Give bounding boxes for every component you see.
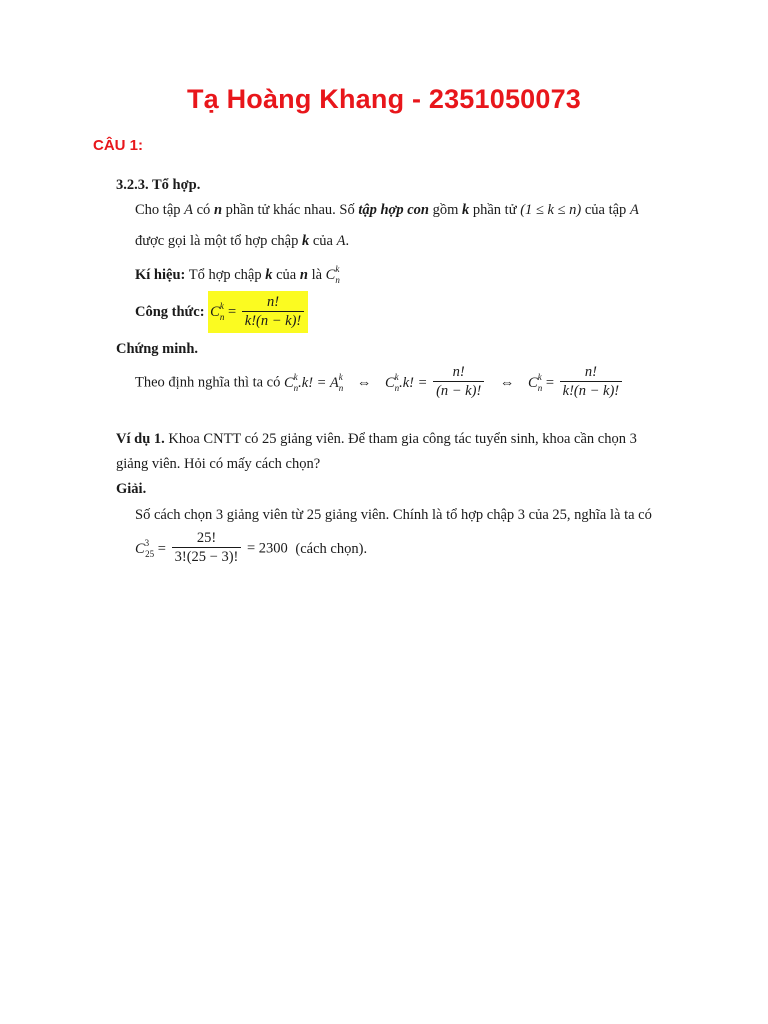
calculation-line xyxy=(135,530,367,567)
text: .k! = xyxy=(298,375,330,391)
text: phần tử khác nhau. Số xyxy=(222,202,359,218)
equals: = xyxy=(157,541,166,557)
var-k: k xyxy=(265,267,273,283)
numerator: n! xyxy=(584,364,597,380)
text: của tập xyxy=(581,202,630,218)
superscript: k xyxy=(293,372,298,382)
symbol-C: C xyxy=(528,375,538,391)
text: được gọi là một tổ hợp chập xyxy=(135,233,302,249)
text: Khoa CNTT có 25 giảng viên. Để tham gia công tác tuyển sinh, khoa cần chọn 3 xyxy=(164,431,637,447)
bold-term: tập hợp con xyxy=(358,202,429,218)
unit-text: (cách chọn). xyxy=(295,540,368,557)
solution-line: Số cách chọn 3 giảng viên từ 25 giảng viên. Chính là tổ hợp chập 3 của 25, nghĩa là ta có xyxy=(135,507,652,523)
superscript: k xyxy=(394,372,399,382)
notation-label: Kí hiệu: xyxy=(135,267,186,283)
symbol-C: C xyxy=(384,375,395,391)
question-label: CÂU 1: xyxy=(93,137,144,154)
section-heading: 3.2.3. Tổ hợp. xyxy=(116,177,201,193)
formula-highlight xyxy=(208,291,308,333)
equals: = xyxy=(545,375,555,391)
text: có xyxy=(193,202,214,218)
fraction xyxy=(433,364,484,401)
text: . xyxy=(345,233,350,249)
numerator: n! xyxy=(266,294,280,310)
denominator: 3!(25 − 3)! xyxy=(172,547,242,567)
var-n: n xyxy=(299,267,308,283)
var-k: k xyxy=(301,233,310,249)
formula-line xyxy=(135,291,308,333)
fraction xyxy=(242,294,304,331)
superscript: k xyxy=(335,264,340,274)
fraction xyxy=(560,364,622,401)
definition-line-2 xyxy=(135,232,349,250)
numerator: n! xyxy=(452,364,465,380)
symbol-C: C xyxy=(325,267,336,283)
var-k: k xyxy=(462,202,470,218)
superscript: k xyxy=(219,300,224,311)
proof-heading: Chứng minh. xyxy=(116,341,199,357)
symbol-C: C xyxy=(284,375,294,391)
definition-line-1 xyxy=(135,201,639,219)
denominator: (n − k)! xyxy=(433,381,484,401)
text: phần tử xyxy=(469,202,521,218)
var-A: A xyxy=(336,233,346,249)
subscript: n xyxy=(537,383,543,393)
superscript: 3 xyxy=(144,538,150,548)
symbol-C: C xyxy=(135,541,145,557)
solution-label: Giải. xyxy=(116,481,147,497)
example-line-1 xyxy=(116,430,637,448)
var-A: A xyxy=(629,202,639,218)
text: Theo định nghĩa thì ta có xyxy=(135,374,284,391)
equals: = xyxy=(227,303,237,320)
result: = 2300 xyxy=(246,540,288,557)
formula-label: Công thức: xyxy=(135,304,205,320)
text: là xyxy=(307,267,326,283)
text: .k! = xyxy=(399,375,432,391)
symbol-C: C xyxy=(210,303,220,320)
notation-line xyxy=(135,260,340,289)
subscript: n xyxy=(394,383,400,393)
subscript: n xyxy=(338,383,344,393)
subscript: n xyxy=(219,311,225,322)
iff-symbol: ⇔ xyxy=(499,374,515,391)
fraction xyxy=(172,530,242,567)
proof-line xyxy=(135,364,624,401)
symbol-A: A xyxy=(329,375,339,391)
iff-symbol: ⇔ xyxy=(356,374,372,391)
example-line-2: giảng viên. Hỏi có mấy cách chọn? xyxy=(116,456,321,472)
example-label: Ví dụ 1. xyxy=(116,431,165,447)
denominator: k!(n − k)! xyxy=(242,311,304,331)
denominator: k!(n − k)! xyxy=(560,381,622,401)
text: của xyxy=(272,267,300,283)
subscript: n xyxy=(335,275,340,285)
superscript: k xyxy=(537,372,542,382)
numerator: 25! xyxy=(196,530,217,546)
subscript: 25 xyxy=(145,549,155,559)
page-title: Tạ Hoàng Khang - 2351050073 xyxy=(186,84,582,114)
text: gồm xyxy=(428,202,462,218)
superscript: k xyxy=(338,372,343,382)
condition: (1 ≤ k ≤ n) xyxy=(520,202,582,218)
subscript: n xyxy=(293,383,299,393)
var-A: A xyxy=(184,202,193,218)
text: của xyxy=(309,233,337,249)
text: Cho tập xyxy=(135,202,185,218)
var-n: n xyxy=(213,202,223,218)
text: Tổ hợp chập xyxy=(185,267,266,283)
